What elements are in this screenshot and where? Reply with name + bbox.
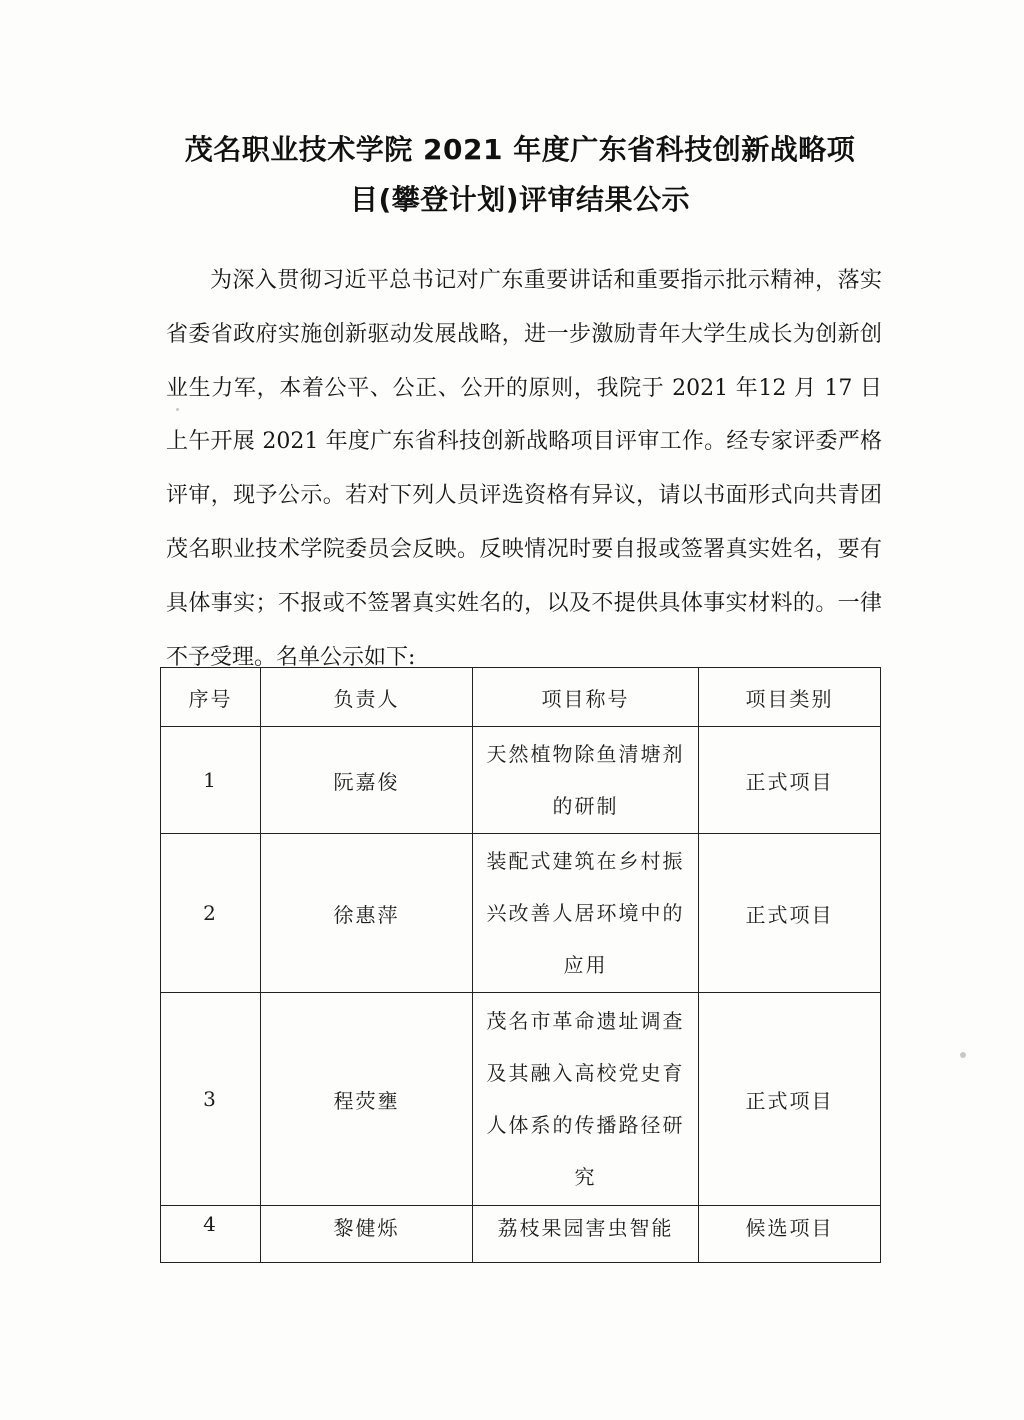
header-category: 项目类别 [699, 668, 881, 727]
table-row [161, 1206, 881, 1263]
cell-owner: 阮嘉俊 [261, 727, 473, 834]
cell-index: 4 [161, 1206, 261, 1263]
header-index: 序号 [161, 668, 261, 727]
cell-project: 茂名市革命遗址调查及其融入高校党史育人体系的传播路径研究 [473, 993, 699, 1206]
cell-owner: 程荧壅 [261, 993, 473, 1206]
announcement-paragraph: 为深入贯彻习近平总书记对广东重要讲话和重要指示批示精神，落实省委省政府实施创新驱动发展战略，进一步激励青年大学生成长为创新创业生力军，本着公平、公正、公开的原则，我院于 2021 年12 月 17 日上午开展 2021 年度广东省科技创新战略项目评审工作。经专家评委严格评审，现予公示。若对下列人员评选资格有异议，请以书面形式向共青团茂名职业技术学院委员会反映。反映情况时要自报或签署真实姓名，要有具体事实；不报或不签署真实姓名的，以及不提供具体事实材料的。一律不予受理。名单公示如下: [166, 268, 882, 670]
scan-speck [176, 408, 179, 411]
cell-project: 装配式建筑在乡村振兴改善人居环境中的应用 [473, 834, 699, 993]
scan-speck [960, 1052, 966, 1058]
cell-project: 荔枝果园害虫智能 [473, 1206, 699, 1263]
table-row [161, 834, 881, 993]
cell-category: 正式项目 [699, 993, 881, 1206]
cell-category: 正式项目 [699, 727, 881, 834]
cell-project: 天然植物除鱼清塘剂的研制 [473, 727, 699, 834]
header-owner: 负责人 [261, 668, 473, 727]
cell-category: 正式项目 [699, 834, 881, 993]
cell-index: 2 [161, 834, 261, 993]
cell-category: 候选项目 [699, 1206, 881, 1263]
table-row [161, 993, 881, 1206]
document-title-line-2: 目(攀登计划)评审结果公示 [349, 183, 691, 216]
table-header-row [161, 668, 881, 727]
table-row [161, 727, 881, 834]
document-title-line-1: 茂名职业技术学院 2021 年度广东省科技创新战略项 [184, 133, 856, 166]
cell-index: 3 [161, 993, 261, 1206]
cell-owner: 徐惠萍 [261, 834, 473, 993]
header-project: 项目称号 [473, 668, 699, 727]
cell-index: 1 [161, 727, 261, 834]
results-table [160, 667, 881, 1263]
cell-owner: 黎健烁 [261, 1206, 473, 1263]
